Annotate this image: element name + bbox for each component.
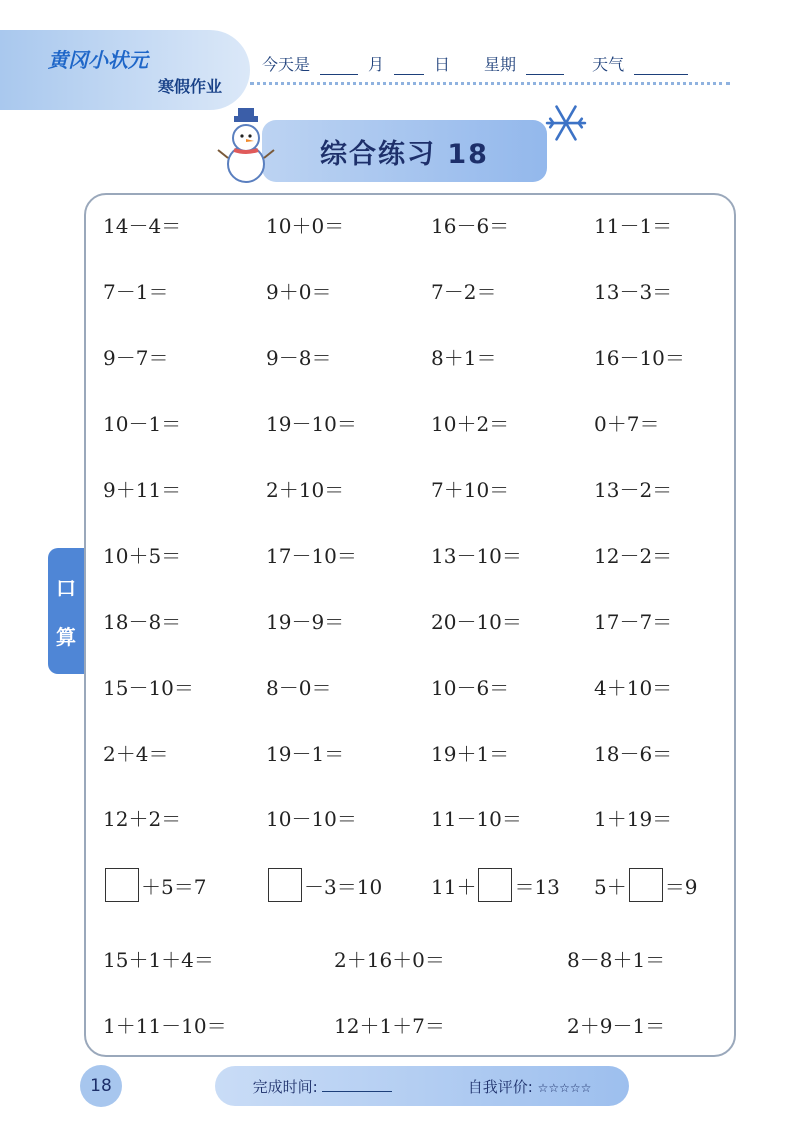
problem-before: 11＋ — [431, 874, 477, 899]
math-problem: 8－8＋1＝ — [567, 948, 666, 972]
footer-bar — [215, 1066, 629, 1106]
fill-in-problem — [431, 868, 560, 902]
math-problem: 10－10＝ — [266, 807, 357, 831]
snowman-icon — [214, 108, 278, 184]
oral-calc-tab — [48, 548, 84, 674]
math-problem: 10－1＝ — [103, 412, 182, 436]
weekday-blank[interactable] — [526, 60, 564, 75]
math-problem: 10＋5＝ — [103, 544, 182, 568]
rating-stars[interactable]: ☆☆☆☆☆ — [537, 1080, 592, 1095]
math-problem: 1＋19＝ — [594, 807, 673, 831]
answer-box[interactable] — [478, 868, 512, 902]
math-problem: 10＋0＝ — [266, 214, 345, 238]
title-banner — [262, 120, 547, 182]
month-blank[interactable] — [320, 60, 358, 75]
math-problem: 18－6＝ — [594, 742, 673, 766]
side-tab-char-1: 口 — [56, 576, 76, 600]
problem-after: ＋5＝7 — [141, 874, 207, 899]
math-problem: 15－10＝ — [103, 676, 194, 700]
brand-logo: 黄冈小状元 — [48, 48, 148, 72]
math-problem: 7－2＝ — [431, 280, 497, 304]
weather-blank[interactable] — [634, 60, 688, 75]
math-problem: 16－6＝ — [431, 214, 510, 238]
math-problem: 16－10＝ — [594, 346, 685, 370]
date-prefix: 今天是 — [262, 55, 311, 74]
math-problem: 14－4＝ — [103, 214, 182, 238]
math-problem: 9－8＝ — [266, 346, 332, 370]
math-problem: 10－6＝ — [431, 676, 510, 700]
math-problem: 12＋2＝ — [103, 807, 182, 831]
math-problem: 2＋16＋0＝ — [334, 948, 445, 972]
weekday-label: 星期 — [484, 55, 517, 74]
math-problem: 12－2＝ — [594, 544, 673, 568]
fill-in-problem — [594, 868, 697, 902]
math-problem: 19－1＝ — [266, 742, 345, 766]
answer-box[interactable] — [268, 868, 302, 902]
math-problem: 2＋4＝ — [103, 742, 169, 766]
math-problem: 9＋0＝ — [266, 280, 332, 304]
math-problem: 9－7＝ — [103, 346, 169, 370]
math-problem: 20－10＝ — [431, 610, 522, 634]
self-evaluation — [468, 1076, 592, 1097]
completion-time — [253, 1076, 393, 1097]
math-problem: 19－9＝ — [266, 610, 345, 634]
math-problem: 17－10＝ — [266, 544, 357, 568]
math-problem: 8－0＝ — [266, 676, 332, 700]
fill-in-problem — [266, 868, 382, 902]
fill-in-problem — [103, 868, 206, 902]
math-problem: 11－1＝ — [594, 214, 673, 238]
page-number: 18 — [80, 1065, 122, 1107]
problem-after: ＝9 — [664, 874, 698, 899]
math-problem: 2＋9－1＝ — [567, 1014, 666, 1038]
month-label: 月 — [368, 55, 385, 74]
math-problem: 19＋1＝ — [431, 742, 510, 766]
math-problem: 19－10＝ — [266, 412, 357, 436]
weather-label: 天气 — [592, 55, 625, 74]
math-problem: 7－1＝ — [103, 280, 169, 304]
answer-box[interactable] — [105, 868, 139, 902]
math-problem: 8＋1＝ — [431, 346, 497, 370]
math-problem: 9＋11＝ — [103, 478, 182, 502]
completion-blank[interactable] — [322, 1077, 392, 1092]
math-problem: 17－7＝ — [594, 610, 673, 634]
snowflake-icon — [545, 102, 587, 144]
math-problem: 10＋2＝ — [431, 412, 510, 436]
page-title: 综合练习 18 — [320, 138, 489, 170]
math-problem: 13－3＝ — [594, 280, 673, 304]
self-eval-label: 自我评价: — [467, 1077, 533, 1096]
math-problem: 1＋11－10＝ — [103, 1014, 227, 1038]
math-problem: 13－10＝ — [431, 544, 522, 568]
problem-after: －3＝10 — [304, 874, 383, 899]
math-problem: 13－2＝ — [594, 478, 673, 502]
side-tab-char-2: 算 — [56, 625, 76, 649]
math-problem: 7＋10＝ — [431, 478, 510, 502]
answer-box[interactable] — [629, 868, 663, 902]
dotted-divider — [250, 82, 730, 85]
math-problem: 11－10＝ — [431, 807, 522, 831]
book-subtitle: 寒假作业 — [158, 77, 223, 96]
math-problem: 15＋1＋4＝ — [103, 948, 214, 972]
math-problem: 0＋7＝ — [594, 412, 660, 436]
math-problem: 4＋10＝ — [594, 676, 673, 700]
date-line — [262, 52, 688, 75]
day-blank[interactable] — [394, 60, 424, 75]
problem-after: ＝13 — [514, 874, 560, 899]
problem-before: 5＋ — [594, 874, 627, 899]
math-problem: 2＋10＝ — [266, 478, 345, 502]
math-problem: 12＋1＋7＝ — [334, 1014, 445, 1038]
math-problem: 18－8＝ — [103, 610, 182, 634]
day-label: 日 — [434, 55, 451, 74]
completion-label: 完成时间: — [252, 1077, 318, 1096]
